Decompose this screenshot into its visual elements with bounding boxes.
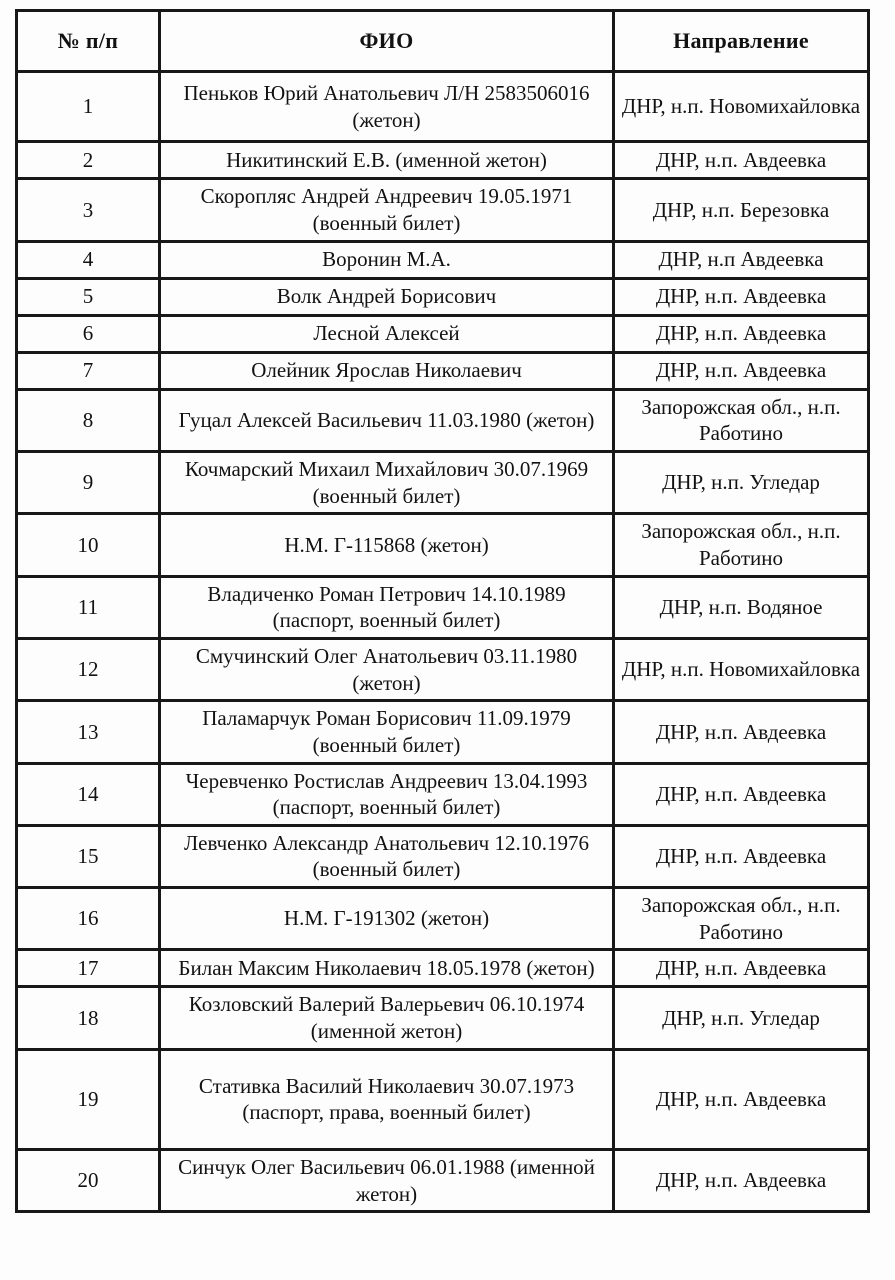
cell-direction: ДНР, н.п. Березовка	[614, 179, 869, 241]
cell-num: 2	[17, 142, 160, 179]
cell-direction: ДНР, н.п. Новомихайловка	[614, 638, 869, 700]
cell-name: Синчук Олег Васильевич 06.01.1988 (именной жетон)	[160, 1150, 614, 1212]
cell-num: 4	[17, 241, 160, 278]
cell-direction: ДНР, н.п. Авдеевка	[614, 950, 869, 987]
header-cell-direction: Направление	[614, 11, 869, 72]
table-row	[17, 576, 869, 638]
cell-name: Пеньков Юрий Анатольевич Л/Н 2583506016 (жетон)	[160, 72, 614, 142]
cell-num: 6	[17, 315, 160, 352]
cell-name: Паламарчук Роман Борисович 11.09.1979 (военный билет)	[160, 701, 614, 763]
table-row	[17, 638, 869, 700]
cell-direction: ДНР, н.п Авдеевка	[614, 241, 869, 278]
cell-name: Билан Максим Николаевич 18.05.1978 (жетон)	[160, 950, 614, 987]
table-row	[17, 179, 869, 241]
table-body	[17, 72, 869, 1212]
cell-num: 20	[17, 1150, 160, 1212]
cell-name: Никитинский Е.В. (именной жетон)	[160, 142, 614, 179]
cell-num: 18	[17, 987, 160, 1049]
cell-num: 9	[17, 451, 160, 513]
table-row	[17, 950, 869, 987]
cell-num: 14	[17, 763, 160, 825]
table-row	[17, 142, 869, 179]
cell-direction: ДНР, н.п. Авдеевка	[614, 1049, 869, 1149]
cell-direction: Запорожская обл., н.п. Работино	[614, 514, 869, 576]
cell-num: 10	[17, 514, 160, 576]
cell-name: Козловский Валерий Валерьевич 06.10.1974 (именной жетон)	[160, 987, 614, 1049]
table-row	[17, 389, 869, 451]
cell-name: Левченко Александр Анатольевич 12.10.1976 (военный билет)	[160, 825, 614, 887]
table-row	[17, 315, 869, 352]
cell-name: Олейник Ярослав Николаевич	[160, 352, 614, 389]
cell-direction: ДНР, н.п. Авдеевка	[614, 315, 869, 352]
table-row	[17, 451, 869, 513]
cell-num: 13	[17, 701, 160, 763]
cell-num: 3	[17, 179, 160, 241]
cell-name: Стативка Василий Николаевич 30.07.1973 (паспорт, права, военный билет)	[160, 1049, 614, 1149]
cell-name: Владиченко Роман Петрович 14.10.1989 (паспорт, военный билет)	[160, 576, 614, 638]
cell-num: 5	[17, 278, 160, 315]
table-row	[17, 701, 869, 763]
personnel-table	[15, 9, 870, 1213]
header-cell-fio: ФИО	[160, 11, 614, 72]
table-header-row	[17, 11, 869, 72]
cell-num: 15	[17, 825, 160, 887]
cell-direction: ДНР, н.п. Авдеевка	[614, 763, 869, 825]
cell-num: 7	[17, 352, 160, 389]
cell-name: Кочмарский Михаил Михайлович 30.07.1969 (военный билет)	[160, 451, 614, 513]
table-row	[17, 72, 869, 142]
cell-direction: ДНР, н.п. Новомихайловка	[614, 72, 869, 142]
cell-direction: ДНР, н.п. Угледар	[614, 987, 869, 1049]
cell-direction: ДНР, н.п. Угледар	[614, 451, 869, 513]
cell-name: Лесной Алексей	[160, 315, 614, 352]
cell-direction: ДНР, н.п. Авдеевка	[614, 1150, 869, 1212]
cell-num: 11	[17, 576, 160, 638]
cell-direction: ДНР, н.п. Авдеевка	[614, 278, 869, 315]
cell-direction: ДНР, н.п. Авдеевка	[614, 825, 869, 887]
cell-direction: ДНР, н.п. Авдеевка	[614, 701, 869, 763]
cell-name: Волк Андрей Борисович	[160, 278, 614, 315]
cell-num: 17	[17, 950, 160, 987]
cell-name: Н.М. Г-191302 (жетон)	[160, 888, 614, 950]
cell-name: Воронин М.А.	[160, 241, 614, 278]
header-cell-num: № п/п	[17, 11, 160, 72]
cell-num: 19	[17, 1049, 160, 1149]
cell-num: 16	[17, 888, 160, 950]
cell-direction: ДНР, н.п. Водяное	[614, 576, 869, 638]
cell-name: Черевченко Ростислав Андреевич 13.04.1993 (паспорт, военный билет)	[160, 763, 614, 825]
table-row	[17, 1150, 869, 1212]
cell-direction: Запорожская обл., н.п. Работино	[614, 389, 869, 451]
table-row	[17, 825, 869, 887]
cell-direction: Запорожская обл., н.п. Работино	[614, 888, 869, 950]
cell-direction: ДНР, н.п. Авдеевка	[614, 142, 869, 179]
cell-name: Смучинский Олег Анатольевич 03.11.1980 (жетон)	[160, 638, 614, 700]
cell-name: Скоропляс Андрей Андреевич 19.05.1971 (военный билет)	[160, 179, 614, 241]
table-row	[17, 278, 869, 315]
table-row	[17, 514, 869, 576]
cell-name: Гуцал Алексей Васильевич 11.03.1980 (жетон)	[160, 389, 614, 451]
cell-num: 12	[17, 638, 160, 700]
table-row	[17, 763, 869, 825]
cell-name: Н.М. Г-115868 (жетон)	[160, 514, 614, 576]
cell-num: 8	[17, 389, 160, 451]
table-row	[17, 888, 869, 950]
cell-num: 1	[17, 72, 160, 142]
table-row	[17, 1049, 869, 1149]
table-row	[17, 352, 869, 389]
table-row	[17, 987, 869, 1049]
table-row	[17, 241, 869, 278]
cell-direction: ДНР, н.п. Авдеевка	[614, 352, 869, 389]
